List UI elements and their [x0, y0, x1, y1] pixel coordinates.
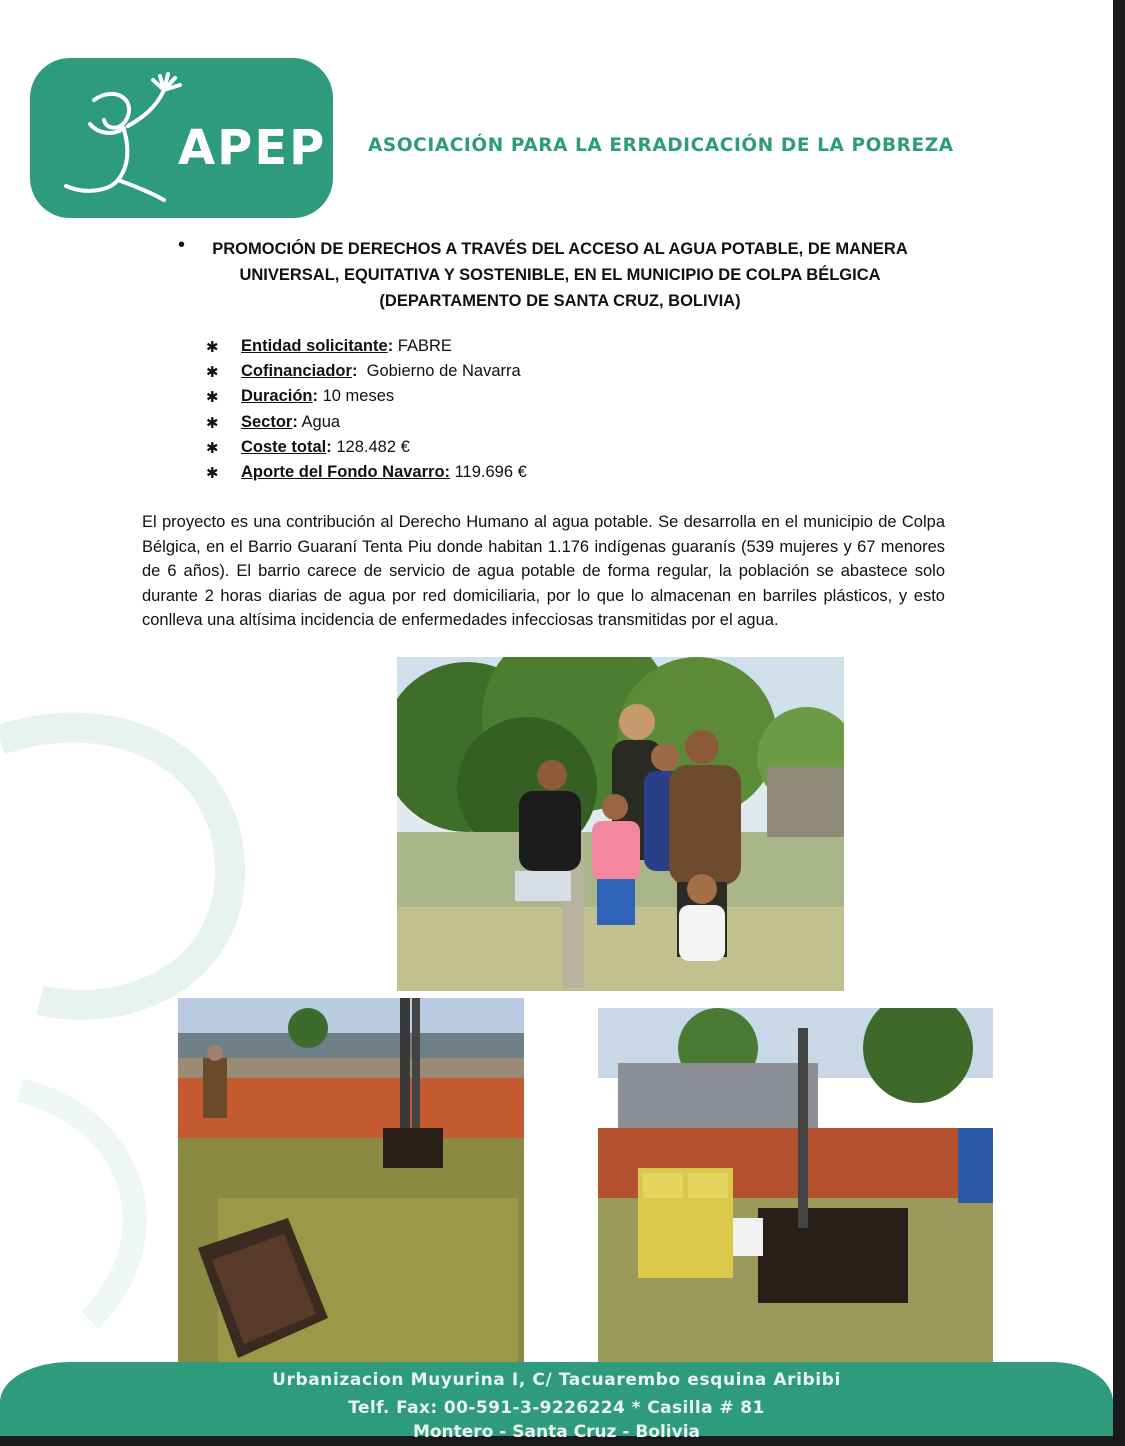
detail-label: Aporte del Fondo Navarro: [241, 462, 451, 481]
community-photo [397, 657, 844, 991]
footer-city: Montero - Santa Cruz - Bolivia [412, 1422, 701, 1442]
organization-name: ASOCIACIÓN PARA LA ERRADICACIÓN DE LA POBREZA [368, 135, 954, 156]
project-description: El proyecto es una contribución al Derecho Humano al agua potable. Se desarrolla en el municipio de Colpa Bélgica, en el Barrio Guaraní Tenta Piu donde habitan 1.176 indígenas guaranís (539 mujeres y 67 menores de 6 años). El barrio carece de servicio de agua potable de forma regular, la población se abastece solo durante 2 horas diarias de agua por red domiciliaria, por lo que lo almacenan en barriles plásticos, y esto conlleva una altísima incidencia de enfermedades infecciosas transmitidas por el agua. [142, 513, 945, 629]
title-line: UNIVERSAL, EQUITATIVA Y SOSTENIBLE, EN EL MUNICIPIO DE COLPA BÉLGICA [239, 266, 881, 284]
detail-item: ✱ Aporte del Fondo Navarro: 119.696 € [206, 462, 527, 482]
detail-label: Duración [241, 387, 313, 406]
detail-label: Cofinanciador [241, 362, 352, 381]
detail-value: 119.696 € [450, 462, 527, 481]
detail-item: ✱ Entidad solicitante: FABRE [206, 337, 452, 356]
title-line: (DEPARTAMENTO DE SANTA CRUZ, BOLIVIA) [379, 292, 741, 310]
detail-label: Coste total [241, 437, 327, 456]
detail-value: 128.482 € [331, 437, 410, 456]
detail-item: ✱ Coste total: 128.482 € [206, 437, 410, 457]
detail-value: Gobierno de Navarra [357, 362, 521, 381]
project-title [200, 236, 920, 314]
construction-photo-left [178, 998, 524, 1374]
title-line: PROMOCIÓN DE DERECHOS A TRAVÉS DEL ACCESO AL AGUA POTABLE, DE MANERA [212, 240, 908, 258]
apep-logo [30, 58, 333, 218]
project-details-list [206, 334, 527, 485]
footer-address: Urbanizacion Muyurina I, C/ Tacuarembo esquina Aribibi [272, 1370, 841, 1390]
scan-border-right [1113, 0, 1125, 1446]
detail-label: Entidad solicitante [241, 337, 388, 355]
construction-photo-right [598, 1008, 993, 1374]
detail-item: ✱ Duración: 10 meses [206, 387, 395, 407]
detail-value: Agua [297, 412, 341, 431]
footer-phone: Telf. Fax: 00-591-3-9226224 * Casilla # 81 [348, 1398, 765, 1418]
detail-item: ✱ Sector: Agua [206, 412, 341, 432]
detail-value: FABRE [393, 337, 452, 355]
logo-text: APEP [178, 120, 327, 176]
detail-label: Sector [241, 412, 293, 431]
detail-value: 10 meses [318, 387, 395, 406]
detail-item: ✱ Cofinanciador: Gobierno de Navarra [206, 362, 521, 382]
title-bullet: • [178, 234, 186, 256]
